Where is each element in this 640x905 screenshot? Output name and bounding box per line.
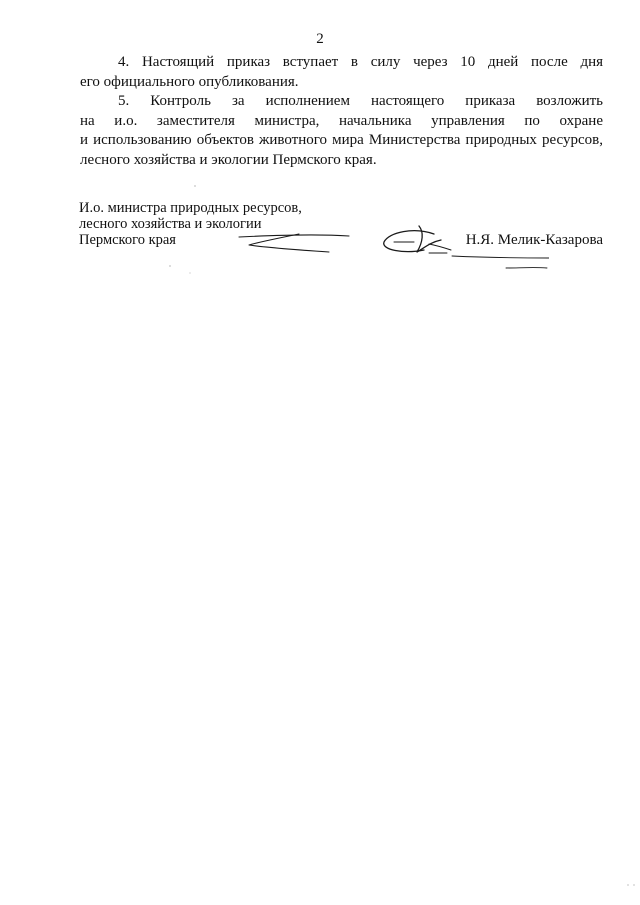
paragraph-line: и использованию объектов животного мира Министерства природных ресурсов, [80, 132, 603, 148]
signatory-position-line: И.о. министра природных ресурсов, [79, 200, 302, 216]
paragraph-4 [80, 53, 603, 92]
paragraph-line: его официального опубликования. [80, 73, 299, 90]
paragraph-5 [80, 92, 603, 170]
signature-block [79, 200, 609, 280]
paragraph-line: лесного хозяйства и экологии Пермского края. [80, 151, 377, 168]
paragraph-line: 4. Настоящий приказ вступает в силу через 10 дней после дня [118, 54, 603, 70]
paragraph-line: 5. Контроль за исполнением настоящего приказа возложить [118, 93, 603, 109]
paragraph-line: на и.о. заместителя министра, начальника управления по охране [80, 112, 603, 129]
page-number: 2 [316, 31, 324, 47]
signatory-name: Н.Я. Мелик-Казарова [465, 232, 603, 248]
signatory-position-line: Пермского края [79, 232, 176, 248]
signatory-position-line: лесного хозяйства и экологии [79, 216, 262, 232]
